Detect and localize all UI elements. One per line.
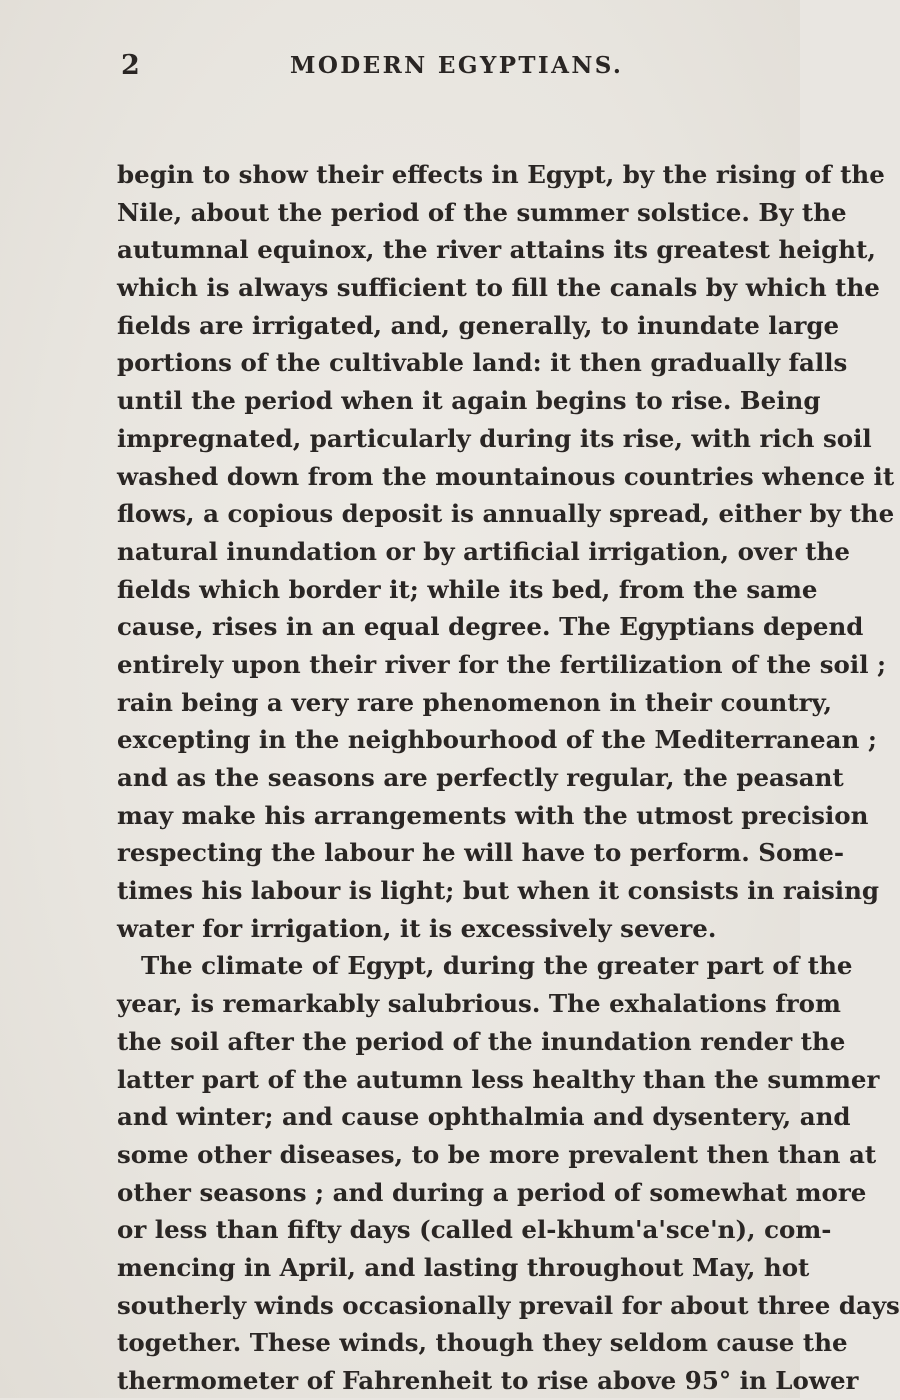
text-line: Nile, about the period of the summer solstice. By the xyxy=(117,197,847,227)
text-line: natural inundation or by artificial irrigation, over the xyxy=(117,536,850,566)
text-line: latter part of the autumn less healthy than the summer xyxy=(117,1064,880,1094)
text-line: excepting in the neighbourhood of the Mediterranean ; xyxy=(117,725,877,755)
text-line: until the period when it again begins to rise. Being xyxy=(117,386,821,416)
text-line: some other diseases, to be more prevalent then than at xyxy=(117,1139,877,1169)
text-line: together. These winds, though they seldom cause the xyxy=(117,1328,848,1358)
text-line: rain being a very rare phenomenon in their country, xyxy=(117,687,832,717)
text-line: mencing in April, and lasting throughout May, hot xyxy=(117,1252,810,1282)
text-line: which is always sufficient to fill the canals by which the xyxy=(117,273,880,303)
text-line: fields are irrigated, and, generally, to inundate large xyxy=(117,310,840,340)
text-line: portions of the cultivable land: it then gradually falls xyxy=(117,348,848,378)
page-header xyxy=(0,50,800,90)
text-line: the soil after the period of the inundation render the xyxy=(117,1026,846,1056)
text-line: water for irrigation, it is excessively severe. xyxy=(117,913,717,943)
text-line: may make his arrangements with the utmost precision xyxy=(117,800,869,830)
text-line: times his labour is light; but when it consists in raising xyxy=(117,876,880,906)
text-line: thermometer of Fahrenheit to rise above 95° in Lower xyxy=(117,1366,859,1395)
page-number: 2 xyxy=(121,50,140,81)
text-line: respecting the labour he will have to perform. Some- xyxy=(117,838,844,868)
body-text xyxy=(117,156,900,1400)
text-line: southerly winds occasionally prevail for about three days xyxy=(117,1290,900,1320)
text-line: and as the seasons are perfectly regular, the peasant xyxy=(117,763,844,792)
text-line: and winter; and cause ophthalmia and dysentery, and xyxy=(117,1102,851,1132)
text-line: impregnated, particularly during its rise, with rich soil xyxy=(117,423,872,453)
text-line: The climate of Egypt, during the greater part of the xyxy=(141,951,853,981)
text-line: washed down from the mountainous countries whence it xyxy=(117,461,895,491)
text-line: or less than fifty days (called el-khum'a'sce'n), com- xyxy=(117,1215,832,1245)
text-line: fields which border it; while its bed, from the same xyxy=(117,574,818,604)
text-line: entirely upon their river for the fertilization of the soil ; xyxy=(117,649,887,679)
text-line: other seasons ; and during a period of somewhat more xyxy=(117,1177,867,1207)
running-head: MODERN EGYPTIANS. xyxy=(290,52,624,79)
text-line: cause, rises in an equal degree. The Egyptians depend xyxy=(117,612,864,642)
text-line: autumnal equinox, the river attains its greatest height, xyxy=(117,235,876,265)
text-line: begin to show their effects in Egypt, by the rising of the xyxy=(117,160,885,189)
text-line: year, is remarkably salubrious. The exhalations from xyxy=(117,989,841,1019)
text-line: flows, a copious deposit is annually spread, either by the xyxy=(117,499,895,529)
